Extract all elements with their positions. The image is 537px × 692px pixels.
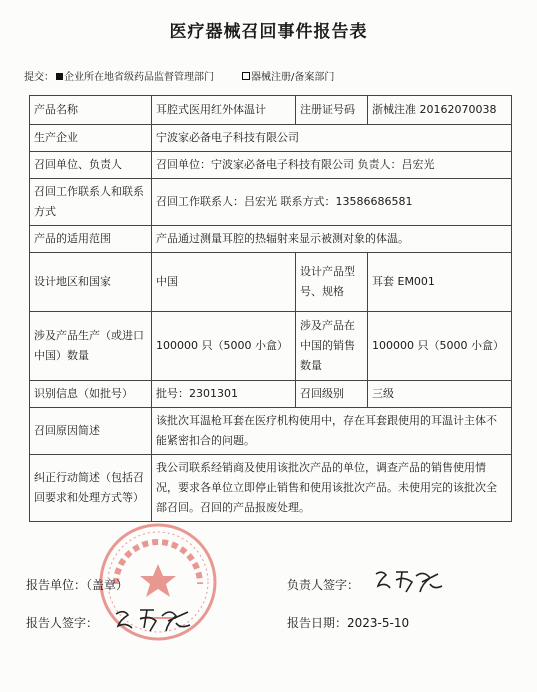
quantity-value: 100000 只（5000 小盒）: [152, 312, 296, 381]
sold-value: 100000 只（5000 小盒）: [368, 312, 512, 381]
reason-label: 召回原因简述: [30, 408, 152, 455]
contact-value: 召回工作联系人：吕宏光 联系方式：13586686581: [152, 179, 512, 226]
submit-to-line: [24, 68, 334, 83]
recall-unit-value: 召回单位：宁波家必备电子科技有限公司 负责人：吕宏光: [152, 152, 512, 179]
manufacturer-label: 生产企业: [30, 125, 152, 152]
scope-value: 产品通过测量耳腔的热辐射来显示被测对象的体温。: [152, 226, 512, 253]
reg-no-value: 浙械注准 20162070038: [368, 96, 512, 125]
sold-label: 涉及产品在中国的销售数量: [296, 312, 368, 381]
page-title: 医疗器械召回事件报告表: [169, 22, 368, 42]
action-value: 我公司联系经销商及使用该批次产品的单位，调查产品的销售使用情况，要求各单位立即停止销售和使用该批次产品。未使用完的该批次全部召回。召回的产品报废处理。: [152, 455, 512, 522]
recall-report-table: [29, 95, 512, 522]
action-label: 纠正行动简述（包括召回要求和处理方式等）: [30, 455, 152, 522]
unchecked-box-icon[interactable]: [242, 72, 250, 80]
recall-unit-label: 召回单位、负责人: [30, 152, 152, 179]
report-date-label: 报告日期：2023-5-10: [287, 616, 410, 630]
batch-value: 批号：2301301: [152, 381, 296, 408]
batch-label: 识别信息（如批号）: [30, 381, 152, 408]
responsible-signature-label: 负责人签字：: [287, 578, 360, 592]
checked-box-icon[interactable]: [56, 73, 63, 80]
model-label: 设计产品型号、规格: [296, 253, 368, 312]
model-value: 耳套 EM001: [368, 253, 512, 312]
scope-label: 产品的适用范围: [30, 226, 152, 253]
product-name-label: 产品名称: [30, 96, 152, 125]
responsible-signature-icon: [372, 566, 444, 596]
design-region-label: 设计地区和国家: [30, 253, 152, 312]
report-unit-label: 报告单位：（盖章）: [26, 578, 129, 592]
reporter-signature-icon: [110, 604, 194, 634]
submit-option-registration: 器械注册/备案部门: [251, 72, 335, 83]
level-value: 三级: [368, 381, 512, 408]
reason-value: 该批次耳温枪耳套在医疗机构使用中，存在耳套跟使用的耳温计主体不能紧密扣合的问题。: [152, 408, 512, 455]
design-region-value: 中国: [152, 253, 296, 312]
submit-option-provincial: 企业所在地省级药品监督管理部门: [64, 72, 214, 83]
quantity-label: 涉及产品生产（或进口中国）数量: [30, 312, 152, 381]
contact-label: 召回工作联系人和联系方式: [30, 179, 152, 226]
level-label: 召回级别: [296, 381, 368, 408]
product-name-value: 耳腔式医用红外体温计: [152, 96, 296, 125]
manufacturer-value: 宁波家必备电子科技有限公司: [152, 125, 512, 152]
reg-no-label: 注册证号码: [296, 96, 368, 125]
submit-label: 提交：: [24, 72, 54, 83]
report-date-value: 2023-5-10: [347, 616, 410, 630]
reporter-signature-label: 报告人签字：: [26, 616, 99, 630]
